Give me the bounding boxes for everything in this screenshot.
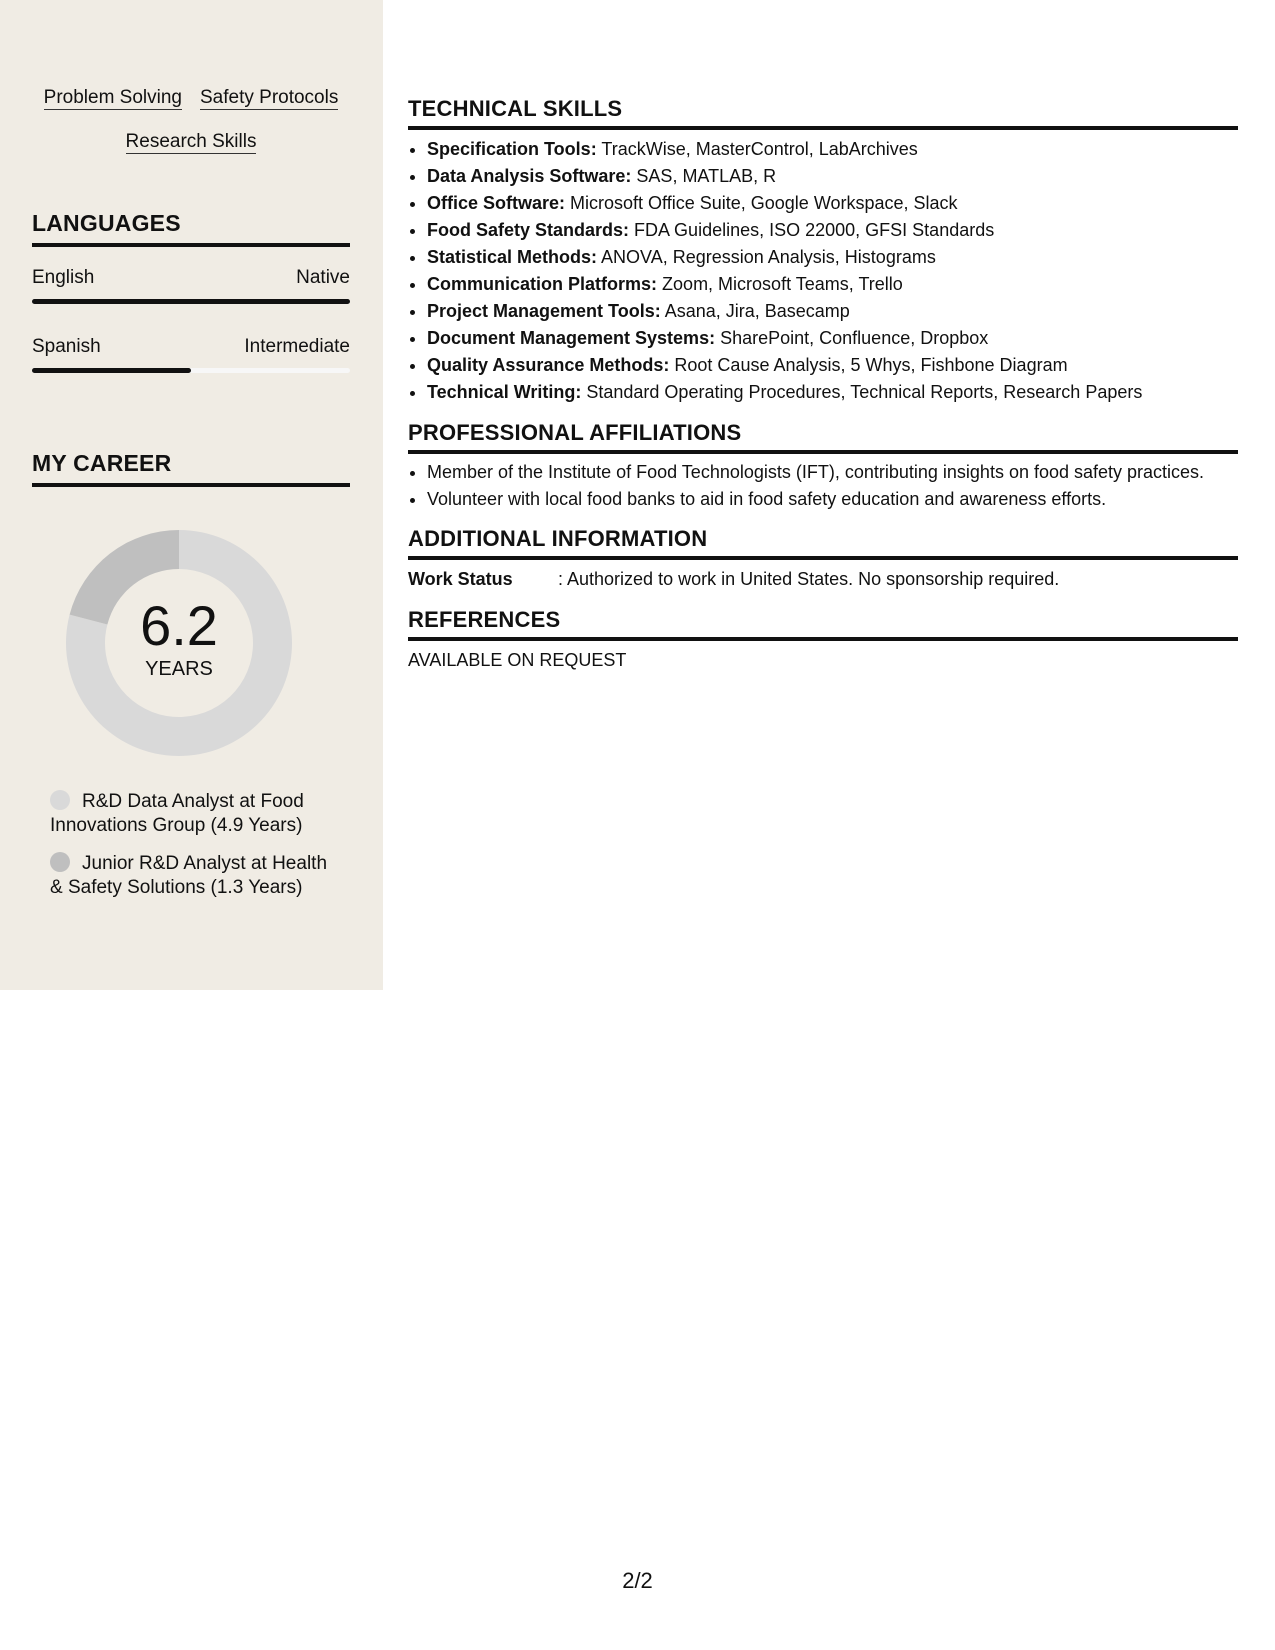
list-item: • Volunteer with local food banks to aid in food safety education and awareness efforts.	[427, 487, 1238, 512]
skill-category-text: FDA Guidelines, ISO 22000, GFSI Standards	[634, 220, 995, 240]
skill-category-text: Zoom, Microsoft Teams, Trello	[662, 274, 903, 294]
work-status-label: Work Status	[408, 569, 513, 589]
list-item	[427, 244, 1238, 271]
additional-info-heading: ADDITIONAL INFORMATION	[408, 526, 1238, 560]
list-item	[427, 136, 1238, 163]
skill-category-label: Office Software:	[427, 193, 566, 213]
affiliations-heading: PROFESSIONAL AFFILIATIONS	[408, 420, 1238, 454]
skill-category-text: Microsoft Office Suite, Google Workspace, Slack	[570, 193, 958, 213]
donut-center	[66, 530, 292, 756]
legend-dot-icon	[50, 852, 70, 872]
list-item	[427, 190, 1238, 217]
career-legend-label: Junior R&D Analyst at Health & Safety Solutions (1.3 Years)	[50, 853, 328, 898]
skill-category-label: Food Safety Standards:	[427, 220, 630, 240]
technical-skills-heading: TECHNICAL SKILLS	[408, 96, 1238, 130]
skill-category-label: Statistical Methods:	[427, 247, 598, 267]
language-bar	[32, 299, 350, 304]
skill-category-label: Project Management Tools:	[427, 301, 661, 321]
main-content	[408, 96, 1238, 674]
career-legend-item	[50, 852, 340, 900]
work-status-value: : Authorized to work in United States. No sponsorship required.	[558, 569, 1060, 589]
career-total-years: 6.2	[140, 593, 218, 657]
technical-skills-list	[408, 136, 1238, 406]
list-item	[427, 271, 1238, 298]
skill-category-label: Document Management Systems:	[427, 328, 716, 348]
skill-category-text: Root Cause Analysis, 5 Whys, Fishbone Diagram	[674, 355, 1068, 375]
list-item	[427, 379, 1238, 406]
skill-category-text: Asana, Jira, Basecamp	[664, 301, 850, 321]
career-legend-label: R&D Data Analyst at Food Innovations Group (4.9 Years)	[50, 791, 304, 836]
skill-tag: Research Skills	[125, 131, 257, 152]
language-level: Native	[296, 267, 350, 288]
references-text: AVAILABLE ON REQUEST	[408, 650, 627, 670]
list-item: • Member of the Institute of Food Technologists (IFT), contributing insights on food safety practices.	[427, 460, 1238, 485]
list-item	[427, 352, 1238, 379]
affiliations-list	[408, 460, 1238, 512]
skill-tag: Safety Protocols	[200, 87, 339, 108]
skill-category-label: Communication Platforms:	[427, 274, 658, 294]
skill-category-label: Quality Assurance Methods:	[427, 355, 670, 375]
sidebar	[0, 0, 383, 990]
legend-dot-icon	[50, 790, 70, 810]
language-bar-fill	[32, 299, 350, 304]
language-row	[32, 267, 350, 289]
skill-tag: Problem Solving	[43, 87, 182, 108]
skill-category-label: Technical Writing:	[427, 382, 582, 402]
language-level: Intermediate	[244, 336, 350, 357]
skill-category-text: TrackWise, MasterControl, LabArchives	[601, 139, 918, 159]
skill-category-text: SharePoint, Confluence, Dropbox	[720, 328, 989, 348]
language-name: Spanish	[32, 336, 101, 357]
career-legend-item	[50, 790, 340, 838]
career-heading: MY CAREER	[32, 450, 350, 487]
references-heading: REFERENCES	[408, 607, 1238, 641]
skill-category-text: Standard Operating Procedures, Technical Reports, Research Papers	[586, 382, 1143, 402]
language-bar-fill	[32, 368, 191, 373]
page-number: 2/2	[622, 1568, 653, 1593]
career-legend	[50, 790, 340, 914]
skill-category-text: SAS, MATLAB, R	[636, 166, 777, 186]
languages-heading: LANGUAGES	[32, 210, 350, 247]
list-item	[427, 163, 1238, 190]
skill-tags	[32, 86, 350, 154]
career-total-unit: YEARS	[145, 657, 213, 680]
list-item	[427, 217, 1238, 244]
skill-category-text: ANOVA, Regression Analysis, Histograms	[601, 247, 936, 267]
language-row	[32, 336, 350, 358]
skill-category-label: Specification Tools:	[427, 139, 597, 159]
language-name: English	[32, 267, 95, 288]
list-item	[427, 298, 1238, 325]
career-donut-chart	[66, 530, 292, 756]
work-status-row	[408, 566, 1238, 593]
list-item	[427, 325, 1238, 352]
language-bar	[32, 368, 350, 373]
skill-category-label: Data Analysis Software:	[427, 166, 632, 186]
